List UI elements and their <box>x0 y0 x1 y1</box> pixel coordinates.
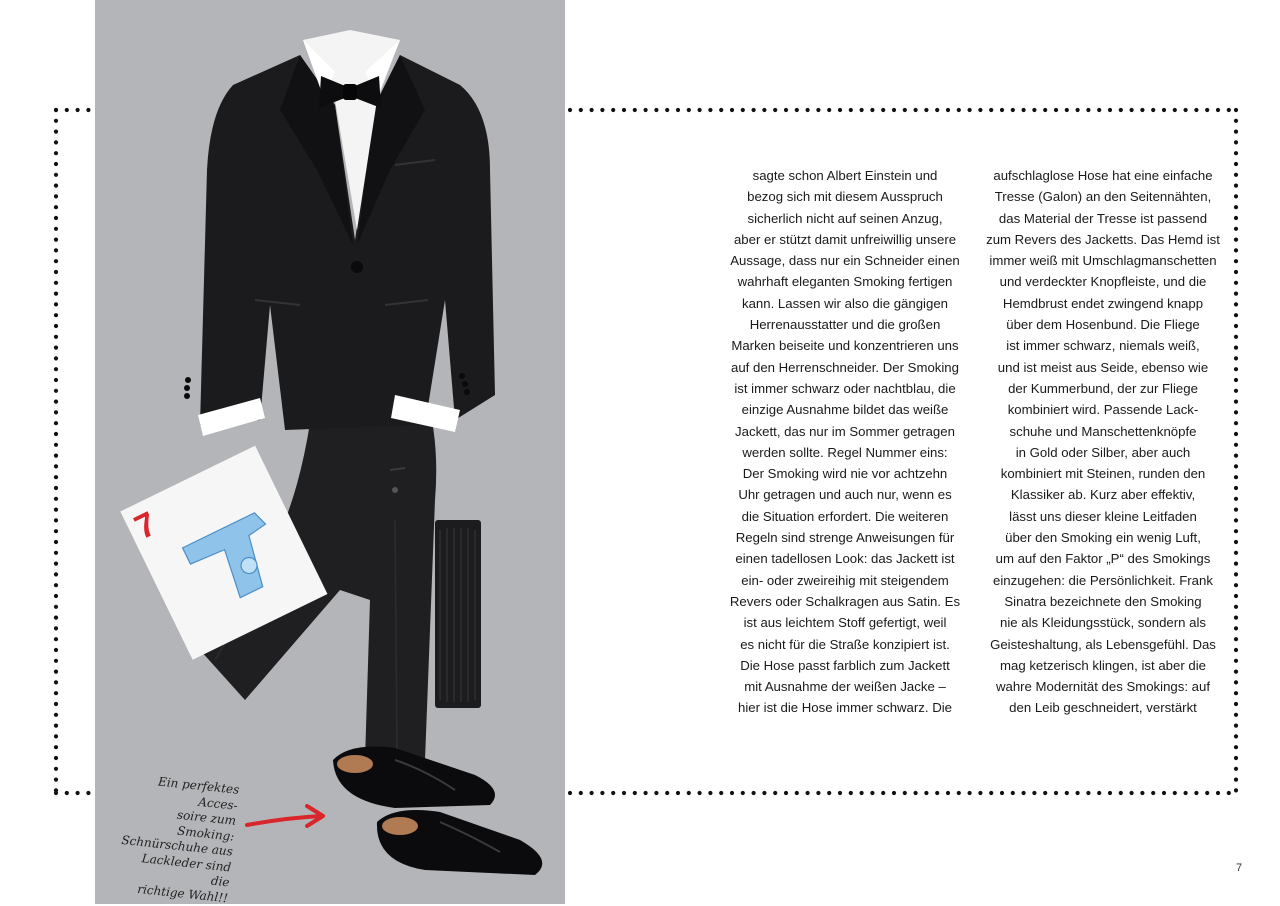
text-line: das Material der Tresse ist passend <box>998 210 1208 226</box>
text-line: Jackett, das nur im Sommer getragen <box>735 423 955 439</box>
cummerbund-image <box>435 520 481 708</box>
text-line: werden sollte. Regel Nummer eins: <box>742 444 948 460</box>
tuxedo-photo <box>95 0 565 904</box>
text-line: den Leib geschneidert, verstärkt <box>1009 700 1197 716</box>
text-line: und ist meist aus Seide, ebenso wie <box>997 359 1209 375</box>
text-line: aber er stützt damit unfreiwillig unsere <box>733 231 957 247</box>
text-line: kann. Lassen wir also die gängigen <box>741 295 948 311</box>
text-line: Uhr getragen und auch nur, wenn es <box>738 487 952 503</box>
text-line: mag ketzerisch klingen, ist aber die <box>1000 657 1206 673</box>
text-line: Die Hose passt farblich zum Jackett <box>740 657 950 673</box>
text-line: Der Smoking wird nie vor achtzehn <box>742 466 948 482</box>
text-line: nie als Kleidungsstück, sondern als <box>1000 615 1206 631</box>
text-line: einen tadellosen Look: das Jackett ist <box>735 551 955 567</box>
text-line: Regeln sind strenge Anweisungen für <box>735 530 955 546</box>
text-line: der Kummerbund, der zur Fliege <box>1008 380 1198 396</box>
text-line: wahrhaft eleganten Smoking fertigen <box>737 274 953 290</box>
text-line: einzugehen: die Persönlichkeit. Frank <box>993 572 1213 588</box>
text-line: über den Smoking ein wenig Luft, <box>1005 530 1201 546</box>
text-line: die Situation erfordert. Die weiteren <box>741 508 949 524</box>
text-line: ist immer schwarz, niemals weiß, <box>1006 338 1200 354</box>
text-line: Aussage, dass nur ein Schneider einen <box>730 253 960 269</box>
text-line: Geisteshaltung, als Lebensgefühl. Das <box>990 636 1216 652</box>
text-line: Tresse (Galon) an den Seitennähten, <box>994 189 1212 205</box>
text-line: es nicht für die Straße konzipiert ist. <box>740 636 950 652</box>
text-line: einzige Ausnahme bildet das weiße <box>741 402 949 418</box>
text-line: Hemdbrust endet zwingend knapp <box>1002 295 1204 311</box>
text-line: wahre Modernität des Smokings: auf <box>995 679 1211 695</box>
text-line: über dem Hosenbund. Die Fliege <box>1006 317 1200 333</box>
text-line: lässt uns dieser kleine Leitfaden <box>1009 508 1197 524</box>
text-line: hier ist die Hose immer schwarz. Die <box>738 700 952 716</box>
jacket-image <box>184 30 495 436</box>
text-line: und verdeckter Knopfleiste, und die <box>999 274 1207 290</box>
text-line: sagte schon Albert Einstein und <box>752 168 938 183</box>
red-arrow-icon <box>247 806 323 826</box>
text-line: um auf den Faktor „P“ des Smokings <box>995 551 1211 567</box>
svg-text:7: 7 <box>128 504 163 548</box>
text-line: schuhe und Manschettenknöpfe <box>1009 423 1197 439</box>
text-line: sicherlich nicht auf seinen Anzug, <box>747 210 943 226</box>
text-line: ein- oder zweireihig mit steigendem <box>741 572 949 588</box>
page-number: 7 <box>1236 862 1243 874</box>
photo-panel <box>95 0 565 904</box>
text-line: in Gold oder Silber, aber auch <box>1015 444 1191 460</box>
text-line: Sinatra bezeichnete den Smoking <box>1004 593 1202 609</box>
text-line: bezog sich mit diesem Ausspruch <box>747 189 943 205</box>
text-line: zum Revers des Jacketts. Das Hemd ist <box>986 231 1220 247</box>
text-line: Marken beiseite und konzentrieren uns <box>731 338 959 354</box>
shoes-image <box>333 747 542 876</box>
text-column-1 <box>715 165 975 719</box>
text-line: Herrenausstatter und die großen <box>749 317 941 333</box>
text-line: kombiniert wird. Passende Lack- <box>1007 402 1199 418</box>
text-line: mit Ausnahme der weißen Jacke – <box>744 679 946 695</box>
text-line: ist aus leichtem Stoff gefertigt, weil <box>743 615 947 631</box>
text-line: Klassiker ab. Kurz aber effektiv, <box>1010 487 1196 503</box>
text-column-2 <box>967 165 1239 719</box>
photo-caption: Ein perfektes Acces- soire zum Smoking: Schnürschuhe aus Lackleder sind die richtige Wahl!! <box>120 774 240 905</box>
text-line: Revers oder Schalkragen aus Satin. Es <box>729 593 961 609</box>
text-line: aufschlaglose Hose hat eine einfache <box>993 168 1213 183</box>
text-line: auf den Herrenschneider. Der Smoking <box>731 359 959 375</box>
text-line: ist immer schwarz oder nachtblau, die <box>734 380 956 396</box>
text-line: immer weiß mit Umschlagmanschetten <box>989 253 1217 269</box>
text-line: kombiniert mit Steinen, runden den <box>1000 466 1206 482</box>
